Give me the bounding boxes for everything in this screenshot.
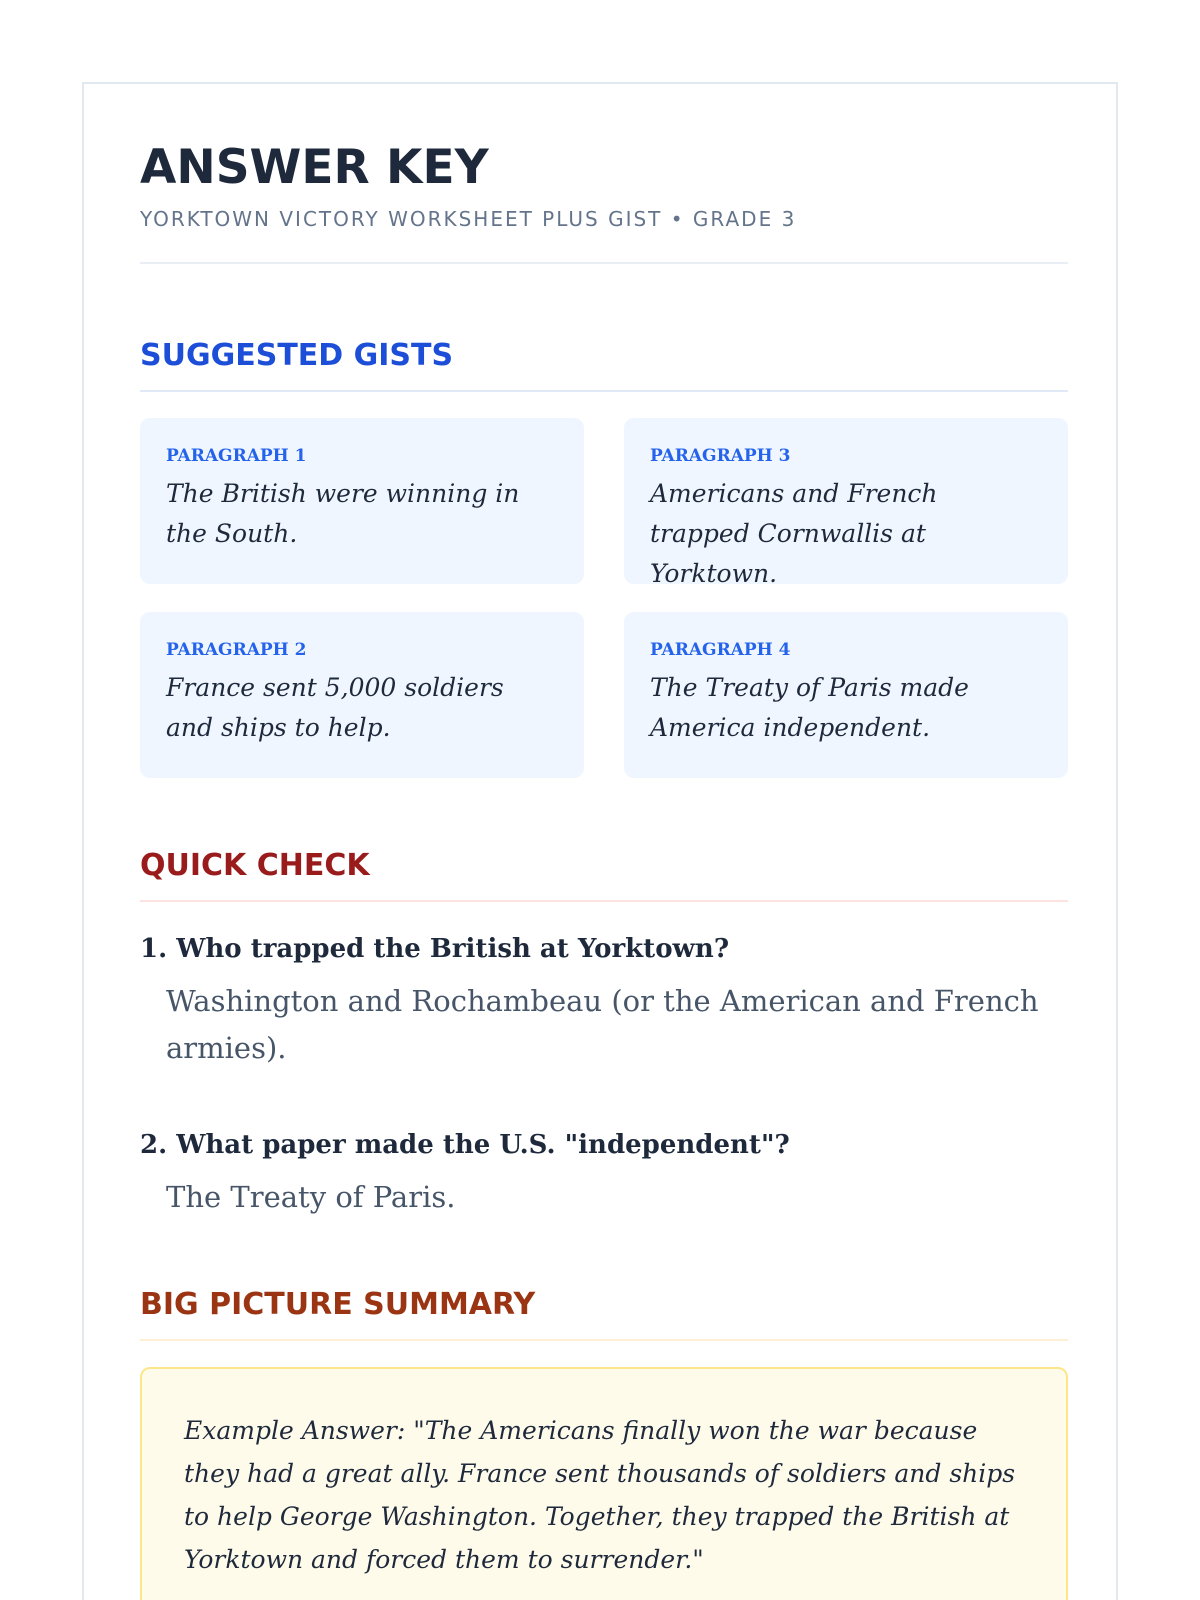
gist-card	[140, 612, 584, 778]
gist-card	[140, 418, 584, 584]
question-text: 1. Who trapped the British at Yorktown?	[140, 934, 730, 964]
sheet-content	[140, 140, 1068, 1600]
summary-divider	[140, 1339, 1068, 1341]
gist-label: PARAGRAPH 2	[166, 640, 307, 660]
gist-text: The Treaty of Paris made America independent.	[650, 673, 969, 742]
gist-label: PARAGRAPH 1	[166, 446, 307, 466]
summary-box	[140, 1367, 1068, 1600]
page-subtitle: YORKTOWN VICTORY WORKSHEET PLUS GIST • GRADE 3	[140, 207, 797, 231]
question-text: 2. What paper made the U.S. "independent"?	[140, 1130, 790, 1160]
gists-divider	[140, 390, 1068, 392]
summary-text: Example Answer: "The Americans finally won the war because they had a great ally. France sent thousands of soldiers and ships to help George Washington. Together, they trapped the British at Yorktown and forced them to surrender."	[184, 1416, 1016, 1574]
qa-item	[140, 932, 1068, 1072]
page-title: ANSWER KEY	[140, 140, 489, 195]
gist-label: PARAGRAPH 4	[650, 640, 791, 660]
summary-heading: BIG PICTURE SUMMARY	[140, 1287, 536, 1322]
gist-card	[624, 418, 1068, 588]
gist-label: PARAGRAPH 3	[650, 446, 791, 466]
answer-text: Washington and Rochambeau (or the American and French armies).	[166, 984, 1039, 1065]
gist-text: The British were winning in the South.	[166, 479, 520, 548]
gist-text: France sent 5,000 soldiers and ships to help.	[166, 673, 504, 742]
answer-text: The Treaty of Paris.	[166, 1180, 456, 1214]
gists-heading: SUGGESTED GISTS	[140, 338, 454, 373]
gist-card	[624, 612, 1068, 778]
gist-text: Americans and French trapped Cornwallis at Yorktown.	[650, 479, 938, 588]
answer-key-sheet	[82, 82, 1118, 1600]
quick-check-divider	[140, 900, 1068, 902]
qa-item	[140, 1128, 1068, 1221]
quick-check-heading: QUICK CHECK	[140, 848, 370, 883]
header-divider	[140, 262, 1068, 264]
gist-grid	[140, 418, 1068, 778]
